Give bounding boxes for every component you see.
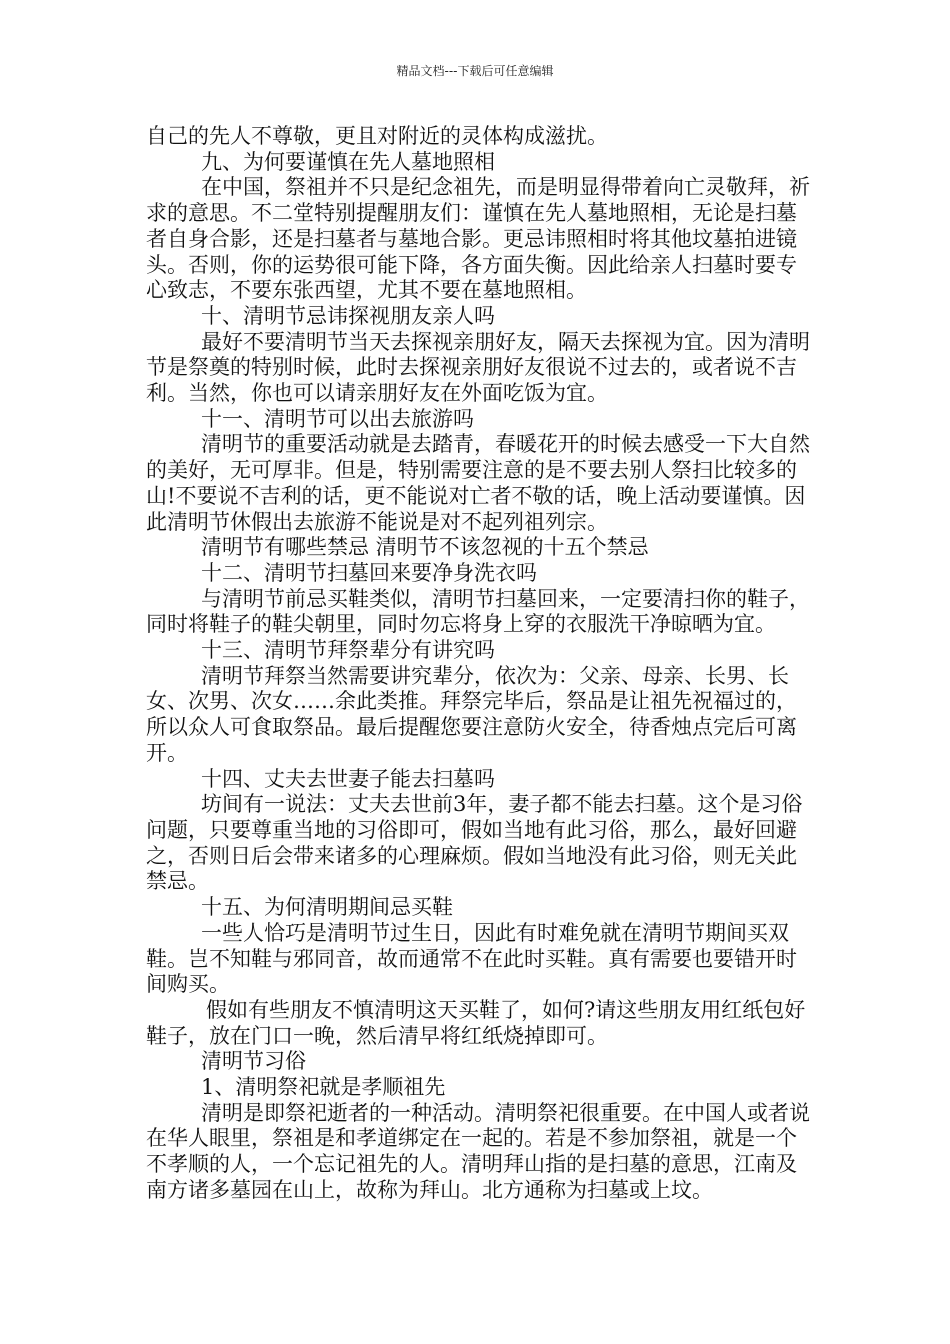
paragraph: 在中国，祭祖并不只是纪念祖先，而是明显得带着向亡灵敬拜，祈求的意思。不二堂特别提醒朋友们：谨慎在先人墓地照相，无论是扫墓者自身合影，还是扫墓者与墓地合影。更忌讳照相时将其他坟墓拍进镜头。否则，你的运势很可能下降，各方面失衡。因此给亲人扫墓时要专心致志，不要东张西望，尤其不要在墓地照相。 [146, 175, 810, 303]
section-heading: 1、清明祭祀就是孝顺祖先 [201, 1075, 446, 1100]
paragraph: 自己的先人不尊敬，更且对附近的灵体构成滋扰。 [146, 124, 608, 148]
document-body [146, 124, 816, 1204]
section-heading: 清明节习俗 [201, 1049, 306, 1074]
paragraph: 清明节拜祭当然需要讲究辈分，依次为：父亲、母亲、长男、长女、次男、次女……余此类推。拜祭完毕后，祭品是让祖先祝福过的，所以众人可食取祭品。最后提醒您要注意防火安全，待香烛点完后可离开。 [146, 663, 797, 765]
subtitle-line: 清明节有哪些禁忌 清明节不该忽视的十五个禁忌 [201, 535, 649, 560]
paragraph: 清明节的重要活动就是去踏青，春暖花开的时候去感受一下大自然的美好，无可厚非。但是，特别需要注意的是不要去别人祭扫比较多的山!不要说不吉利的话，更不能说对亡者不敬的话，晚上活动要谨慎。因此清明节休假出去旅游不能说是对不起列祖列宗。 [146, 432, 810, 534]
paragraph: 坊间有一说法：丈夫去世前3年，妻子都不能去扫墓。这个是习俗问题，只要尊重当地的习俗即可，假如当地有此习俗，那么，最好回避之，否则日后会带来诸多的心理麻烦。假如当地没有此习俗，则无关此禁忌。 [146, 792, 803, 894]
paragraph: 最好不要清明节当天去探视亲朋好友，隔天去探视为宜。因为清明节是祭奠的特别时候，此时去探视亲朋好友很说不过去的，或者说不吉利。当然，你也可以请亲朋好友在外面吃饭为宜。 [146, 329, 810, 406]
section-heading: 十三、清明节拜祭辈分有讲究吗 [201, 638, 495, 663]
paragraph: 一些人恰巧是清明节过生日，因此有时难免就在清明节期间买双鞋。岂不知鞋与邪同音，故而通常不在此时买鞋。真有需要也要错开时间购买。 [146, 920, 797, 997]
section-heading: 十一、清明节可以出去旅游吗 [201, 406, 474, 431]
section-heading: 十五、为何清明期间忌买鞋 [201, 895, 453, 920]
section-heading: 十二、清明节扫墓回来要净身洗衣吗 [201, 560, 537, 585]
paragraph: 假如有些朋友不慎清明这天买鞋了，如何?请这些朋友用红纸包好鞋子，放在门口一晚，然后清早将红纸烧掉即可。 [146, 997, 806, 1048]
page-header: 精品文档---下载后可任意编辑 [396, 64, 554, 78]
paragraph: 清明是即祭祀逝者的一种活动。清明祭祀很重要。在中国人或者说在华人眼里，祭祖是和孝道绑定在一起的。若是不参加祭祖，就是一个不孝顺的人，一个忘记祖先的人。清明拜山指的是扫墓的意思，江南及南方诸多墓园在山上，故称为拜山。北方通称为扫墓或上坟。 [146, 1100, 810, 1202]
section-heading: 九、为何要谨慎在先人墓地照相 [201, 149, 495, 174]
section-heading: 十、清明节忌讳探视朋友亲人吗 [201, 303, 495, 328]
section-heading: 十四、丈夫去世妻子能去扫墓吗 [201, 766, 495, 791]
paragraph: 与清明节前忌买鞋类似，清明节扫墓回来，一定要清扫你的鞋子，同时将鞋子的鞋尖朝里，同时勿忘将身上穿的衣服洗干净晾晒为宜。 [146, 586, 810, 637]
